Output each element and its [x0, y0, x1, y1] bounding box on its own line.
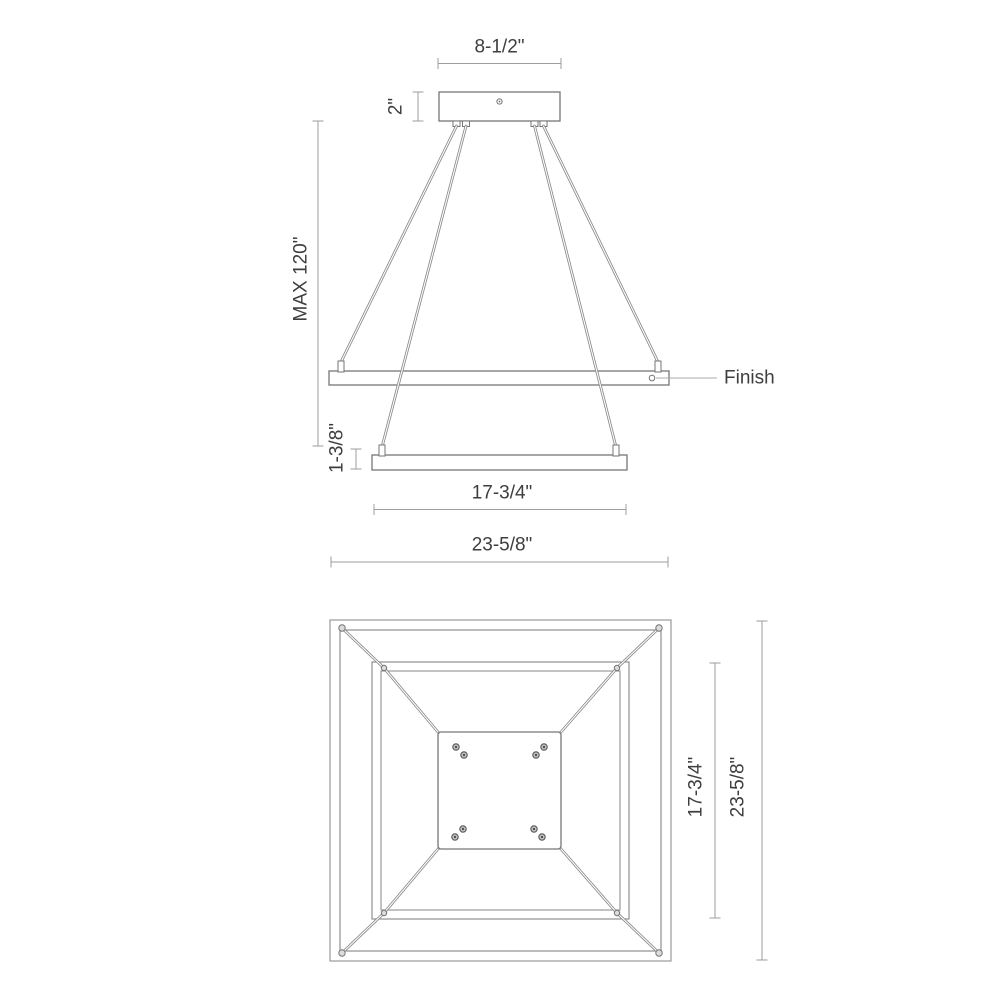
cable-anchor	[614, 910, 619, 915]
screw-dot	[455, 746, 457, 748]
mounting-plate	[438, 732, 561, 849]
cable-highlight	[544, 126, 659, 362]
cable-anchor	[339, 625, 345, 631]
cable-connector	[613, 445, 619, 456]
plan-view	[330, 535, 768, 962]
suspension-cable	[561, 849, 659, 953]
cable-highlight	[341, 126, 457, 362]
cable-anchor	[614, 665, 619, 670]
cable-highlight	[382, 126, 466, 447]
canopy-width-dimension	[438, 37, 561, 70]
screw-dot	[533, 828, 535, 830]
plan-top-width-dimension	[331, 535, 668, 568]
inner-ring-elevation	[372, 455, 627, 470]
cable-connector	[338, 361, 344, 372]
suspension-cables	[341, 126, 658, 447]
canopy-screw-dot	[499, 101, 501, 103]
cable-connector	[655, 361, 661, 372]
canopy-height-label: 2"	[385, 97, 407, 116]
screw-dot	[541, 836, 543, 838]
finish-label: Finish	[724, 367, 775, 389]
screw-dot	[462, 828, 464, 830]
inner-ring-width-label: 17-3/4"	[471, 482, 533, 504]
canopy-width-label: 8-1/2"	[474, 36, 525, 58]
max-suspension-label: MAX 120"	[290, 236, 312, 322]
screw-dot	[463, 754, 465, 756]
suspension-cable	[561, 628, 659, 732]
inner-ring-thickness-label: 1-3/8"	[326, 422, 348, 474]
screw-dot	[535, 754, 537, 756]
max-suspension-dimension	[291, 121, 324, 446]
plan-inner-dimension-right	[686, 663, 721, 918]
plan-top-width-label: 23-5/8"	[471, 534, 533, 556]
canopy-body	[439, 92, 560, 121]
inner-ring-width-dimension	[374, 483, 626, 516]
plan-outer-dimension-right	[728, 621, 768, 960]
cable-highlight	[535, 126, 617, 447]
suspension-cable	[342, 849, 438, 953]
cable-connector	[379, 445, 385, 456]
canopy	[439, 92, 560, 127]
cable-anchor	[656, 625, 662, 631]
plan-outer-dimension-label: 23-5/8"	[727, 756, 749, 818]
plan-inner-dimension-label: 17-3/4"	[685, 756, 707, 818]
elevation-view	[291, 37, 775, 516]
cable-anchor	[656, 950, 662, 956]
screw-dot	[543, 746, 545, 748]
outer-ring-elevation	[329, 371, 669, 385]
cable-anchor	[339, 950, 345, 956]
cable-anchor	[381, 910, 386, 915]
canopy-height-dimension	[386, 92, 424, 121]
cable-anchor	[381, 665, 386, 670]
inner-ring-thickness-dimension	[327, 423, 362, 473]
screw-dot	[454, 836, 456, 838]
suspension-cable	[342, 628, 438, 732]
